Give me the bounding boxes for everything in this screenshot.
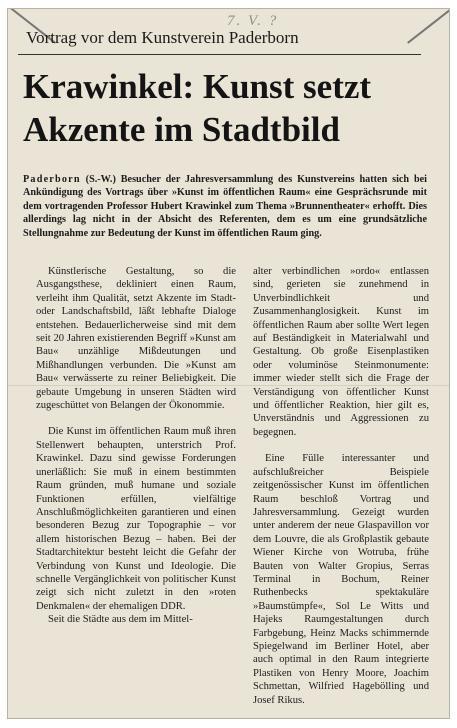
fold-mark-right: [407, 8, 450, 44]
paragraph: Künstlerische Gestaltung, so die Ausgangsthese, dekliniert einen Raum, verleiht ihm Qualität, setzt Akzente im Stadt- oder Landschaftsbild, läßt lebhafte Dialoge entstehen. Bedauerlicherweise sind mit dem seit 20 Jahren existierenden Begriff »Kunst am Bau« unzählige Mißdeutungen und Mißhandlungen verbunden. Die »Kunst am Bau« verwässerte zu reiner Beliebigkeit. Die gebaute Umgebung in unseren Städten wird zugeschüttet von Belangen der Ökonommie.: [36, 266, 236, 412]
article-column-right: [253, 265, 429, 707]
newspaper-clipping: [7, 8, 450, 719]
lead-text: Besucher der Jahresversammlung des Kunstvereins hatten sich bei Ankündigung des Vortrags über »Kunst im öffentlichen Raum« eine Gesprächsrunde mit dem vortragenden Professor Hubert Krawinkel zum Thema »Brunnentheater« erhofft. Dies allerdings lag nicht in der Absicht des Referenten, dem es um eine grundsätzliche Stellungnahme zur Bedeutung der Kunst im öffentlichen Raum ging.: [23, 174, 428, 239]
paragraph: Die Kunst im öffentlichen Raum muß ihren Stellenwert behaupten, unterstrich Prof. Krawinkel. Dazu sind gewisse Forderungen unerläßlich: Sie muß in einem bestimmten Raum gründen, muß humane und soziale Funktionen erfüllen, vielfältige Anschlußmöglichkeiten garantieren und einen besonderen Bezug zur Topographie – vor allem historischen Bezug – haben. Bei der Stadtarchitektur besteht leicht die Gefahr der Verbindung von Kunst und Ideologie. Die schnelle Vergänglichkeit von politischer Kunst zeigt sich nicht zuletzt in den »roten Denkmalen« der ehemaligen DDR.: [36, 426, 236, 612]
paragraph: Seit die Städte aus dem im Mittel-: [48, 614, 193, 626]
article-kicker: Vortrag vor dem Kunstverein Paderborn: [26, 28, 299, 47]
article-headline: Krawinkel: Kunst setzt Akzente im Stadtbild: [23, 67, 372, 149]
lead-dateline: Paderborn: [23, 174, 81, 185]
lead-byline: (S.-W.): [85, 174, 116, 185]
paragraph: alter verbindlichen »ordo« entlassen sind, gerieten sie zunehmend in Unverbindlichkeit und Zusammenhanglosigkeit. Kunst im öffentlichen Raum aber sollte Wert legen auf Beständigkeit in Materialwahl und Gestaltung. Ob große Eisenplastiken oder voluminöse Steinmonumente: immer wieder stellt sich die Frage der Verständigung von öffentlicher Kunst und öffentlicher Reaktion, hier gilt es, Unverständnis und Aggressionen zu begegnen.: [253, 266, 429, 438]
paragraph: Eine Fülle interessanter und aufschlußreicher Beispiele zeitgenössischer Kunst im öffentlichen Raum beschloß Vortrag und Jahresversammlung. Gezeigt wurden unter anderem der neue Glaspavillon vor dem Louvre, die als Großplastik gebaute Wiener Kirche von Wotruba, frühe Bauten von Walter Gropius, Serras Terminal in Bochum, Reiner Ruthenbecks spektakuläre »Baumstümpfe«, Sol Le Witts und Hajeks Raumgestaltungen durch Farbgebung, Heinz Macks schimmernde Spiegelwand im Berliner Hotel, aber auch optimal in den Raum integrierte Plastiken von Henry Moore, Joachim Schmettan, Wilfried Hagebölling und Josef Rikus.: [253, 453, 429, 706]
article-lead: [23, 173, 427, 240]
article-column-left: [36, 265, 236, 627]
handwritten-date: 7. V. ?: [227, 13, 279, 29]
kicker-rule: [18, 54, 421, 55]
